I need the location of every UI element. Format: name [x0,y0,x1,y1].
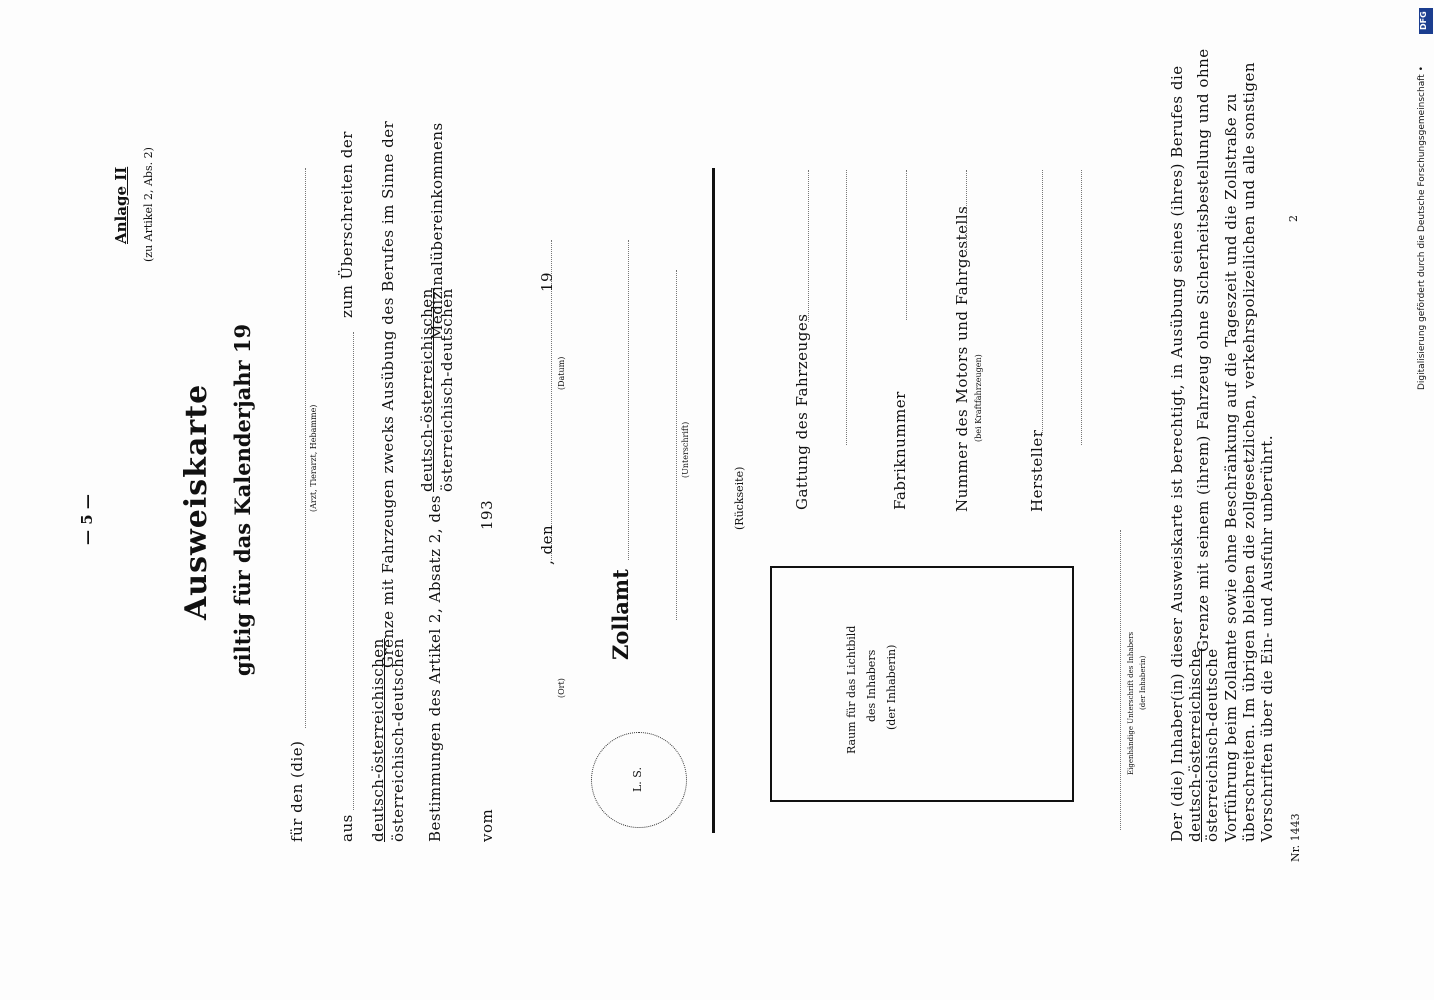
abkommen-option-b: österreichisch-deutschen [438,288,456,492]
field-label-fuer-den: für den (die) [288,740,306,842]
label-nummer-motor: Nummer des Motors und Fahrgestells [953,205,971,512]
zollamt-heading: Zollamt [608,569,633,660]
fill-line-zollamt [628,240,629,560]
paragraph-line-4: überschreiten. Im übrigen bleiben die zollgesetzlichen, verkehrspolizeilichen und alle sonstigen [1240,61,1258,842]
paragraph-line-1: Der (die) Inhaber(in) dieser Ausweiskarte ist berechtigt, in Ausübung seines (ihres) Berufes die [1168,65,1186,842]
paragraph-option-a: deutsch-österreichische [1186,648,1204,842]
text-bestimmungen: Bestimmungen des Artikel 2, Absatz 2, des [426,494,444,842]
hint-ort: (Ort) [557,678,566,698]
paragraph-line-2: Grenze mit seinem (ihrem) Fahrzeug ohne Sicherheitsbestellung und ohne [1194,48,1212,652]
label-hersteller: Hersteller [1028,429,1046,512]
photo-box [770,566,1074,802]
form-number: Nr. 1443 [1289,813,1302,862]
dfg-logo-text: DFG [1419,11,1428,30]
photo-caption-2: des Inhabers [865,649,878,722]
field-label-aus: aus [338,814,356,842]
back-heading: (Rückseite) [733,466,746,530]
fill-line-name [305,168,306,728]
paragraph-line-3: Vorführung beim Zollamte sowie ohne Beschränkung auf die Tageszeit und die Zollstraße zu [1222,93,1240,842]
annex-ref: (zu Artikel 2, Abs. 2) [142,147,155,262]
abkommen-option-a: deutsch-österreichischen [418,288,436,492]
fill-line-fabriknummer [906,170,907,320]
page-number: — 5 — [78,494,96,545]
text-zum-ueberschreiten: zum Überschreiten der [338,131,356,318]
photo-caption-3: (der Inhaberin) [885,644,898,730]
paragraph-line-5: Vorschriften über die Ein- und Ausfuhr unberührt. [1258,434,1276,842]
sidebar-credit: Digitalisierung gefördert durch die Deutsche Forschungsgemeinschaft • [1417,66,1427,390]
fill-line-hersteller-2 [1081,170,1082,445]
fill-line-gattung [808,170,809,322]
year-19: 19 [538,271,556,292]
text-medizinaluebereinkommens: Medizinalübereinkommens [428,122,446,340]
label-gattung: Gattung des Fahrzeuges [793,313,811,510]
back-page-number: 2 [1287,215,1300,222]
photo-caption-1: Raum für das Lichtbild [845,625,858,754]
grenze-option-a: deutsch-österreichischen [369,638,387,842]
text-den: , den [538,524,556,565]
fill-line-unterschrift [676,270,677,620]
year-193: 193 [478,499,496,530]
seal-ls: L. S. [631,767,644,792]
fill-line-hersteller [1042,170,1043,435]
label-fabriknummer: Fabriknummer [891,391,909,510]
fill-line-nummer [966,170,967,250]
fill-line-aus [353,332,354,810]
fill-line-signature [1120,530,1121,830]
hint-beruf: (Arzt, Tierarzt, Hebamme) [309,404,318,512]
document-subtitle: giltig für das Kalenderjahr 19 [230,323,255,676]
hint-kraftfahrzeuge: (bei Kraftfahrzeugen) [974,354,983,442]
grenze-option-b: österreichisch-deutschen [389,638,407,842]
field-label-vom: vom [478,808,496,842]
fill-line-gattung-2 [846,170,847,445]
signature-caption-1: Eigenhändige Unterschrift des Inhabers [1127,631,1135,775]
document-title: Ausweiskarte [179,383,214,620]
text-grenze-mit-fahrzeugen: Grenze mit Fahrzeugen zwecks Ausübung des Berufes im Sinne der [379,120,397,668]
hint-unterschrift: (Unterschrift) [681,421,690,478]
signature-caption-2: (der Inhaberin) [1139,655,1147,710]
page-divider [712,168,715,833]
hint-datum: (Datum) [557,356,566,390]
annex-title: Anlage II [112,166,130,244]
paragraph-option-b: österreichisch-deutsche [1203,648,1221,842]
